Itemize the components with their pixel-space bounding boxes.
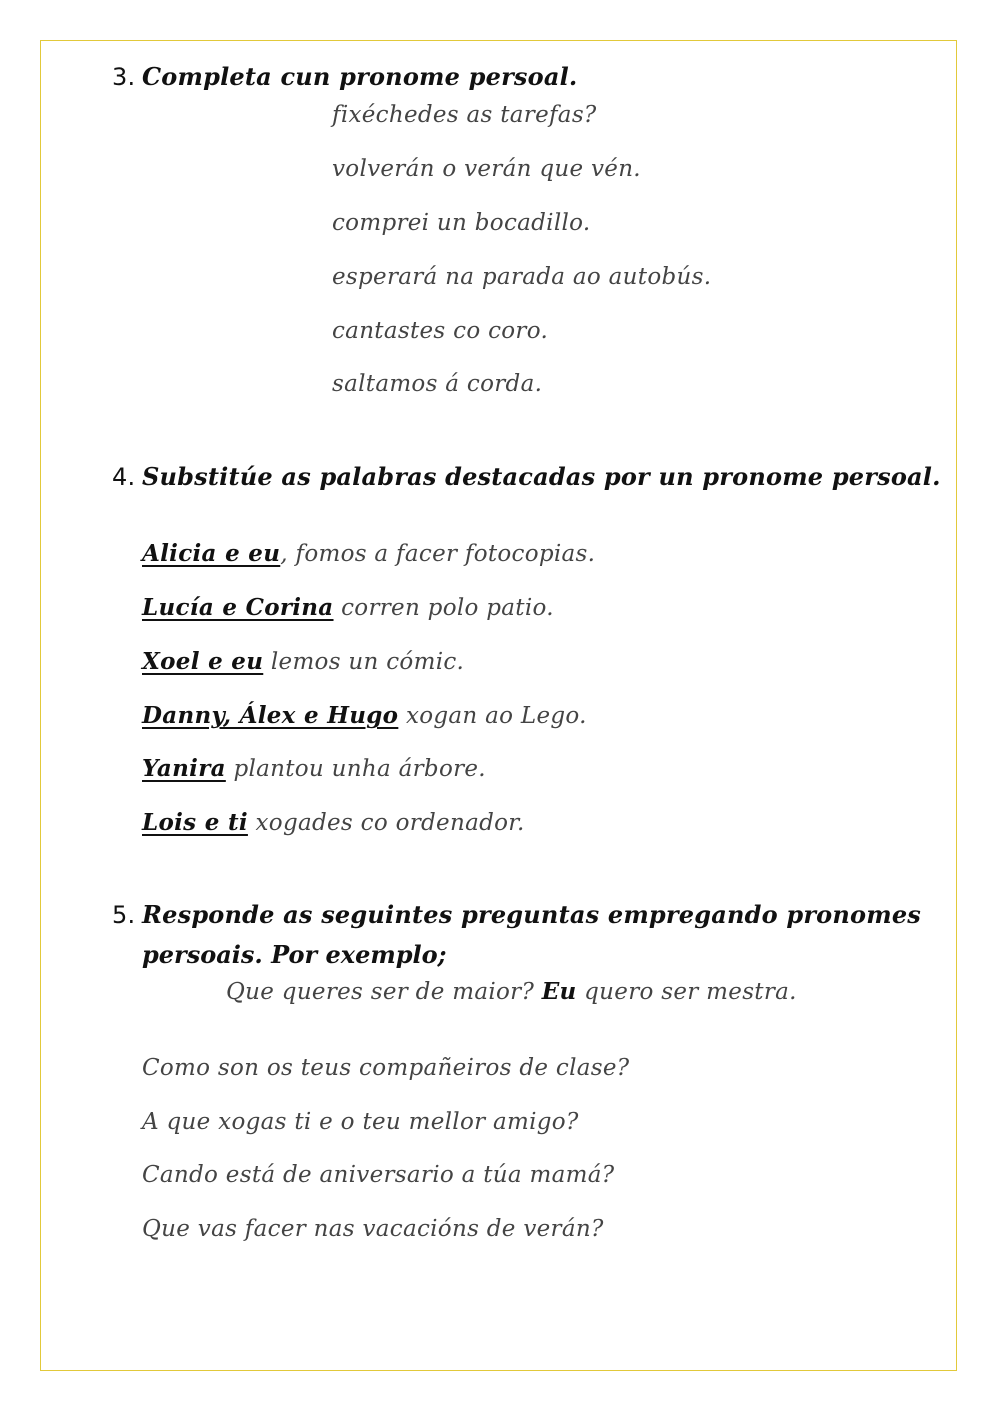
section-4-title: Substitúe as palabras destacadas por un pronome persoal. bbox=[142, 462, 941, 491]
example-pronoun: Eu bbox=[541, 978, 577, 1005]
example-answer: quero ser mestra. bbox=[576, 979, 797, 1005]
section-4-item bbox=[142, 702, 587, 729]
section-5-example bbox=[226, 978, 797, 1005]
section-5-question: Cando está de aniversario a túa mamá? bbox=[142, 1162, 615, 1188]
section-4-number: 4. bbox=[112, 463, 136, 491]
section-4-item bbox=[142, 648, 464, 675]
example-question: Que queres ser de maior? bbox=[226, 979, 542, 1005]
section-5-number: 5. bbox=[112, 901, 136, 929]
highlighted-subject: Lucía e Corina bbox=[142, 594, 334, 621]
section-5-question: Que vas facer nas vacacións de verán? bbox=[142, 1216, 604, 1242]
section-4-item bbox=[142, 594, 554, 621]
section-4-item bbox=[142, 540, 595, 567]
section-3-number: 3. bbox=[112, 63, 136, 91]
highlighted-subject: Alicia e eu bbox=[142, 540, 281, 567]
sentence-rest: xogan ao Lego. bbox=[398, 703, 587, 729]
sentence-rest: plantou unha árbore. bbox=[225, 756, 486, 782]
section-3-item: esperará na parada ao autobús. bbox=[332, 264, 712, 290]
section-5-question: Como son os teus compañeiros de clase? bbox=[142, 1055, 630, 1081]
sentence-rest: corren polo patio. bbox=[333, 595, 554, 621]
highlighted-subject: Xoel e eu bbox=[142, 648, 264, 675]
section-3-item: comprei un bocadillo. bbox=[332, 210, 591, 236]
section-5-title-line2: persoais. Por exemplo; bbox=[142, 940, 447, 969]
section-5-question: A que xogas ti e o teu mellor amigo? bbox=[142, 1109, 579, 1135]
sentence-rest: , fomos a facer fotocopias. bbox=[280, 541, 596, 567]
sentence-rest: lemos un cómic. bbox=[263, 649, 465, 675]
section-5-title-line1: Responde as seguintes preguntas empregando pronomes bbox=[142, 900, 922, 929]
highlighted-subject: Danny, Álex e Hugo bbox=[142, 702, 399, 729]
section-3-heading bbox=[112, 62, 577, 91]
sentence-rest: xogades co ordenador. bbox=[247, 810, 525, 836]
section-4-heading bbox=[112, 462, 941, 491]
section-3-item: fixéchedes as tarefas? bbox=[332, 102, 597, 128]
section-5-heading bbox=[112, 900, 921, 929]
highlighted-subject: Lois e ti bbox=[142, 809, 248, 836]
section-3-item: cantastes co coro. bbox=[332, 318, 549, 344]
section-3-item: saltamos á corda. bbox=[332, 371, 543, 397]
section-3-item: volverán o verán que vén. bbox=[332, 156, 641, 182]
section-3-title: Completa cun pronome persoal. bbox=[142, 62, 578, 91]
section-4-item bbox=[142, 809, 525, 836]
section-4-item bbox=[142, 755, 486, 782]
highlighted-subject: Yanira bbox=[142, 755, 226, 782]
